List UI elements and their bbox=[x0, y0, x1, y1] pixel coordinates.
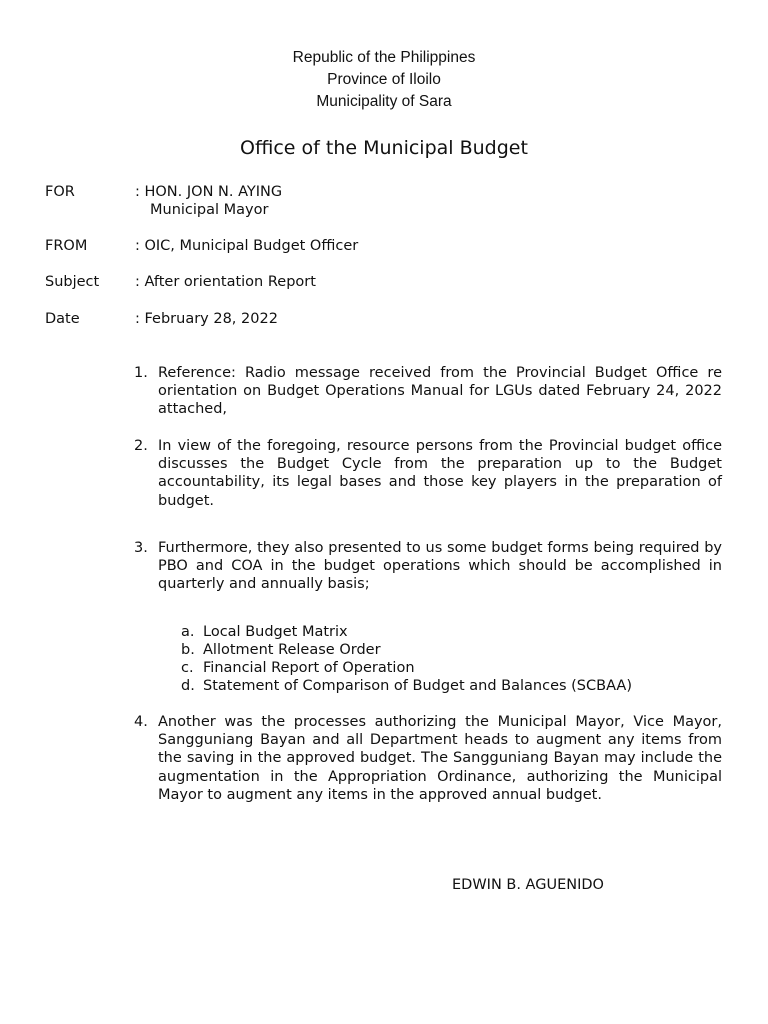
item-number: 3. bbox=[134, 540, 148, 556]
item-text: Reference: Radio message received from the Provincial Budget Office re orientation on Budget Operations Manual for LGUs dated February 24, 2022 attached, bbox=[158, 365, 722, 418]
header-republic: Republic of the Philippines bbox=[292, 49, 476, 66]
subitem-letter: b. bbox=[181, 642, 195, 658]
header-municipality: Municipality of Sara bbox=[316, 93, 452, 110]
subject-label: Subject bbox=[45, 274, 100, 290]
item-number: 1. bbox=[134, 365, 148, 381]
item-text: In view of the foregoing, resource persons from the Provincial budget office discusses the Budget Cycle from the preparation up to the Budget accountability, its legal bases and those key players in the preparation of budget. bbox=[158, 438, 722, 509]
from-value: : OIC, Municipal Budget Officer bbox=[135, 238, 359, 254]
subitem-text: Financial Report of Operation bbox=[203, 660, 415, 676]
header-province: Province of Iloilo bbox=[327, 71, 441, 88]
for-value: : HON. JON N. AYING bbox=[135, 184, 283, 200]
subject-value: : After orientation Report bbox=[135, 274, 316, 290]
subitem-text: Statement of Comparison of Budget and Balances (SCBAA) bbox=[203, 678, 632, 694]
for-title: Municipal Mayor bbox=[150, 202, 269, 218]
date-value: : February 28, 2022 bbox=[135, 311, 278, 327]
for-label: FOR bbox=[45, 184, 75, 200]
subitem-letter: a. bbox=[181, 624, 195, 640]
from-label: FROM bbox=[45, 238, 88, 254]
signature-name: EDWIN B. AGUENIDO bbox=[452, 877, 604, 893]
subitem-letter: c. bbox=[181, 660, 194, 676]
subitem-letter: d. bbox=[181, 678, 195, 694]
office-title: Office of the Municipal Budget bbox=[240, 137, 528, 159]
subitem-text: Allotment Release Order bbox=[203, 642, 381, 658]
date-label: Date bbox=[45, 311, 80, 327]
item-number: 4. bbox=[134, 714, 148, 730]
subitem-text: Local Budget Matrix bbox=[203, 624, 348, 640]
item-number: 2. bbox=[134, 438, 148, 454]
item-text: Furthermore, they also presented to us some budget forms being required by PBO and COA in the budget operations which should be accomplished in quarterly and annually basis; bbox=[158, 540, 722, 593]
item-text: Another was the processes authorizing the Municipal Mayor, Vice Mayor, Sangguniang Bayan and all Department heads to augment any items from the saving in the approved budget. The Sangguniang Bayan may include the augmentation in the Appropriation Ordinance, authorizing the Municipal Mayor to augment any items in the approved annual budget. bbox=[158, 714, 722, 803]
